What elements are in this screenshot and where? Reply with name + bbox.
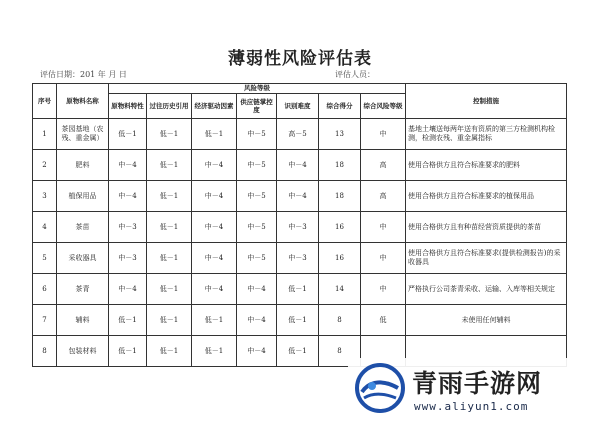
cell-material: 肥料: [57, 150, 109, 181]
header-overall-risk: 综合风险等级: [361, 94, 406, 119]
cell-property: 低－1: [109, 336, 147, 367]
cell-history: 低－1: [147, 336, 192, 367]
cell-control: 严格执行公司茶青采收、运输、入库等相关规定: [406, 274, 567, 305]
cell-control: 使用合格供方且符合标准要求的植保用品: [406, 181, 567, 212]
header-control: 控制措施: [406, 84, 567, 119]
cell-economic: 中－4: [192, 181, 237, 212]
table-row: [33, 212, 567, 243]
cell-score: 18: [319, 181, 361, 212]
cell-detection: 中－4: [277, 150, 319, 181]
cell-material: 植保用品: [57, 181, 109, 212]
cell-detection: 高－5: [277, 119, 319, 150]
cell-detection: 中－3: [277, 243, 319, 274]
cell-history: 低－1: [147, 274, 192, 305]
cell-seq: 8: [33, 336, 57, 367]
cell-seq: 4: [33, 212, 57, 243]
cell-economic: 中－4: [192, 212, 237, 243]
cell-property: 中－3: [109, 212, 147, 243]
cell-supply: 中－4: [237, 336, 277, 367]
cell-economic: 中－4: [192, 150, 237, 181]
table-row: [33, 305, 567, 336]
header-detection: 识别难度: [277, 94, 319, 119]
cell-history: 低－1: [147, 119, 192, 150]
cell-risk: 高: [361, 181, 406, 212]
cell-supply: 中－5: [237, 181, 277, 212]
cell-supply: 中－5: [237, 243, 277, 274]
cell-detection: 中－4: [277, 181, 319, 212]
header-supply-chain: 供应链掌控度: [237, 94, 277, 119]
cell-supply: 中－4: [237, 274, 277, 305]
table-row: [33, 119, 567, 150]
cell-property: 中－3: [109, 243, 147, 274]
cell-material: 辅料: [57, 305, 109, 336]
cell-economic: 低－1: [192, 336, 237, 367]
cell-control: 基地土壤送每两年送有资质的第三方检测机构检测，检测农残、重金属指标: [406, 119, 567, 150]
cell-control: 使用合格供方且有种苗经营资质提供的茶苗: [406, 212, 567, 243]
cell-control: 未使用任何辅料: [406, 305, 567, 336]
table-row: [33, 243, 567, 274]
cell-material: 茶青: [57, 274, 109, 305]
header-seq: 序号: [33, 84, 57, 119]
cell-risk: 高: [361, 150, 406, 181]
cell-risk: 中: [361, 243, 406, 274]
header-material: 原物料名称: [57, 84, 109, 119]
header-economic: 经济驱动因素: [192, 94, 237, 119]
cell-property: 中－4: [109, 150, 147, 181]
cell-detection: 中－3: [277, 212, 319, 243]
watermark-url: www.aliyun1.com: [414, 400, 529, 413]
cell-supply: 中－5: [237, 212, 277, 243]
cell-seq: 1: [33, 119, 57, 150]
cell-score: 8: [319, 305, 361, 336]
cell-supply: 中－5: [237, 150, 277, 181]
cell-seq: 3: [33, 181, 57, 212]
cell-score: 13: [319, 119, 361, 150]
cell-property: 中－4: [109, 274, 147, 305]
cell-seq: 2: [33, 150, 57, 181]
cell-risk: 中: [361, 212, 406, 243]
cell-economic: 中－4: [192, 274, 237, 305]
cell-detection: 低－1: [277, 305, 319, 336]
cell-control: 使用合格供方且符合标准要求的肥料: [406, 150, 567, 181]
cell-supply: 中－4: [237, 305, 277, 336]
cell-supply: 中－5: [237, 119, 277, 150]
cell-risk: 低: [361, 305, 406, 336]
cell-material: 采收器具: [57, 243, 109, 274]
cell-property: 中－4: [109, 181, 147, 212]
cell-history: 低－1: [147, 305, 192, 336]
assessor: 评估人员：: [335, 70, 375, 79]
watermark: [348, 358, 600, 424]
cell-history: 低－1: [147, 150, 192, 181]
table-row: [33, 274, 567, 305]
cell-detection: 低－1: [277, 336, 319, 367]
cell-risk: 中: [361, 274, 406, 305]
cell-score: 16: [319, 243, 361, 274]
cell-material: 包装材料: [57, 336, 109, 367]
risk-assessment-table: [32, 83, 567, 367]
cell-score: 14: [319, 274, 361, 305]
header-material-property: 原物料特性: [109, 94, 147, 119]
cell-seq: 7: [33, 305, 57, 336]
cell-property: 低－1: [109, 119, 147, 150]
cell-seq: 5: [33, 243, 57, 274]
watermark-logo-icon: [354, 362, 406, 414]
cell-risk: 中: [361, 119, 406, 150]
cell-control: 使用合格供方且符合标准要求(提供检测报告)的采收器具: [406, 243, 567, 274]
cell-material: 茶园基地（农残、重金属）: [57, 119, 109, 150]
cell-detection: 低－1: [277, 274, 319, 305]
table-row: [33, 181, 567, 212]
document-title: 薄弱性风险评估表: [228, 49, 372, 69]
cell-score: 18: [319, 150, 361, 181]
assessment-date: 评估日期：201 年 月 日: [40, 70, 127, 79]
cell-property: 低－1: [109, 305, 147, 336]
cell-material: 茶苗: [57, 212, 109, 243]
cell-history: 低－1: [147, 181, 192, 212]
cell-history: 低－1: [147, 212, 192, 243]
cell-history: 低－1: [147, 243, 192, 274]
cell-economic: 中－4: [192, 243, 237, 274]
cell-score: 8: [319, 336, 361, 367]
cell-seq: 6: [33, 274, 57, 305]
header-risk-group: 风险等级: [109, 84, 406, 94]
cell-economic: 低－1: [192, 119, 237, 150]
cell-economic: 低－1: [192, 305, 237, 336]
cell-score: 16: [319, 212, 361, 243]
header-score: 综合得分: [319, 94, 361, 119]
table-row: [33, 150, 567, 181]
header-history: 过往历史引用: [147, 94, 192, 119]
watermark-text: 青雨手游网: [412, 369, 543, 398]
